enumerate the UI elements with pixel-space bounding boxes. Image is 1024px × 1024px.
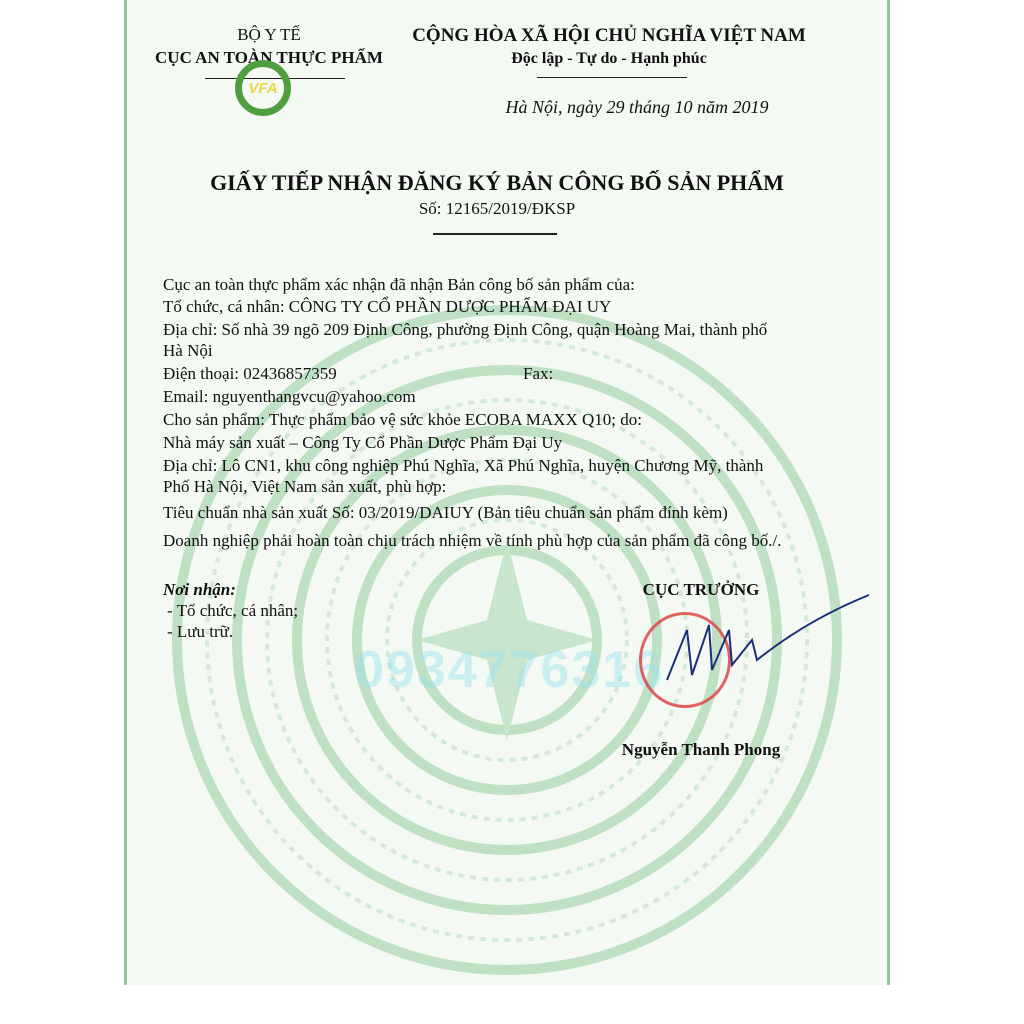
vfa-logo: VFA	[235, 60, 291, 116]
date-line: Hà Nội, ngày 29 tháng 10 năm 2019	[505, 97, 769, 117]
body-line: Địa chỉ: Lô CN1, khu công nghiệp Phú Nghĩa, Xã Phú Nghĩa, huyện Chương Mỹ, thành	[163, 456, 764, 475]
document-page	[124, 0, 890, 985]
ministry-name: BỘ Y TẾ	[237, 25, 301, 44]
document-number: Số: 12165/2019/ĐKSP	[418, 199, 576, 218]
body-line: Địa chỉ: Số nhà 39 ngõ 209 Định Công, phường Định Công, quận Hoàng Mai, thành phố	[163, 320, 768, 339]
agency-name: CỤC AN TOÀN THỰC PHẨM	[155, 48, 383, 67]
country-name: CỘNG HÒA XÃ HỘI CHỦ NGHĨA VIỆT NAM	[412, 25, 806, 46]
signature-scribble	[657, 590, 877, 700]
body-line: Cục an toàn thực phẩm xác nhận đã nhận Bản công bố sản phẩm của:	[163, 275, 635, 294]
fax-label: Fax:	[523, 364, 554, 383]
body-line: Cho sản phẩm: Thực phẩm bảo vệ sức khỏe ECOBA MAXX Q10; do:	[163, 410, 642, 429]
document-title: GIẤY TIẾP NHẬN ĐĂNG KÝ BẢN CÔNG BỐ SẢN PHẨM	[210, 170, 784, 195]
recipients-heading: Nơi nhận:	[163, 580, 236, 599]
body-line: Tổ chức, cá nhân: CÔNG TY CỔ PHẦN DƯỢC PHẨM ĐẠI UY	[163, 297, 612, 316]
phone-watermark: 0934776316	[355, 641, 665, 699]
motto: Độc lập - Tự do - Hạnh phúc	[511, 50, 707, 67]
signatory-name: Nguyễn Thanh Phong	[621, 740, 781, 759]
recipient-item: - Lưu trữ.	[167, 622, 234, 641]
body-line: Tiêu chuẩn nhà sản xuất Số: 03/2019/DAIUY (Bản tiêu chuẩn sản phẩm đính kèm)	[163, 503, 728, 522]
body-line: Doanh nghiệp phải hoàn toàn chịu trách nhiệm về tính phù hợp của sản phẩm đã công bố./.	[163, 531, 782, 550]
body-line: Nhà máy sản xuất – Công Ty Cổ Phần Dược Phẩm Đại Uy	[163, 433, 563, 452]
signatory-title: CỤC TRƯỞNG	[642, 580, 760, 599]
header-right-underline	[537, 77, 687, 78]
recipient-item: - Tổ chức, cá nhân;	[167, 601, 299, 620]
phone-line: Điện thoại: 02436857359	[163, 364, 337, 383]
email-line: Email: nguyenthangvcu@yahoo.com	[163, 387, 416, 406]
body-line: Phố Hà Nội, Việt Nam sản xuất, phù hợp:	[163, 477, 447, 496]
body-line: Hà Nội	[163, 341, 213, 360]
title-underline	[433, 233, 557, 235]
